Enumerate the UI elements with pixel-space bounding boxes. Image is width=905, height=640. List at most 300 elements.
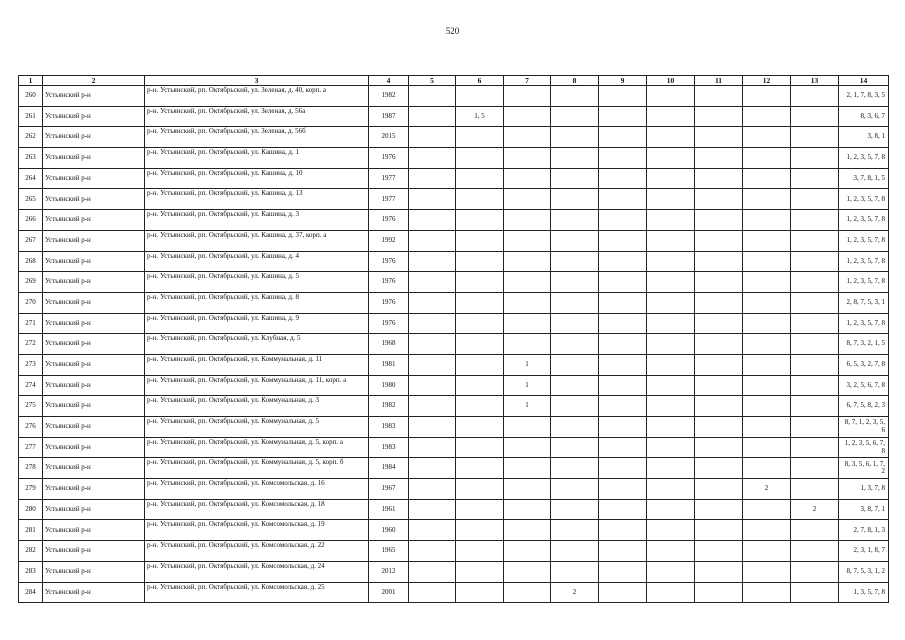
col7-cell xyxy=(504,417,551,438)
col5-cell xyxy=(409,582,456,603)
col7-cell xyxy=(504,272,551,293)
col14-cell: 1, 2, 3, 5, 7, 8 xyxy=(839,230,889,251)
year-cell: 1961 xyxy=(369,499,409,520)
address-cell: р-н. Устьянский, рп. Октябрьский, ул. Комсомольская, д. 19 xyxy=(145,520,369,541)
col8-cell xyxy=(551,106,599,127)
district-cell: Устьянский р-н xyxy=(43,148,145,169)
table-row xyxy=(19,417,889,438)
table-row xyxy=(19,251,889,272)
col10-cell xyxy=(647,106,695,127)
col6-cell xyxy=(456,292,504,313)
col9-cell xyxy=(599,417,647,438)
table-row xyxy=(19,127,889,148)
year-cell: 2001 xyxy=(369,582,409,603)
address-cell: р-н. Устьянский, рп. Октябрьский, ул. Кашина, д. 8 xyxy=(145,292,369,313)
col11-cell xyxy=(695,127,743,148)
col11-cell xyxy=(695,417,743,438)
col11-cell xyxy=(695,375,743,396)
district-cell: Устьянский р-н xyxy=(43,230,145,251)
col8-cell xyxy=(551,541,599,562)
col14-cell: 1, 2, 3, 5, 6, 7, 8 xyxy=(839,437,889,458)
year-cell: 1976 xyxy=(369,210,409,231)
col13-cell xyxy=(791,541,839,562)
col9-cell xyxy=(599,127,647,148)
col14-cell: 1, 2, 3, 5, 7, 8 xyxy=(839,189,889,210)
col13-cell xyxy=(791,86,839,107)
table-row xyxy=(19,313,889,334)
col5-cell xyxy=(409,106,456,127)
col10-cell xyxy=(647,168,695,189)
col13-cell xyxy=(791,210,839,231)
col6-cell xyxy=(456,375,504,396)
col5-cell xyxy=(409,189,456,210)
col13-cell xyxy=(791,189,839,210)
col14-cell: 1, 2, 3, 5, 7, 8 xyxy=(839,148,889,169)
col11-cell xyxy=(695,334,743,355)
col12-cell xyxy=(743,272,791,293)
row-number-cell: 273 xyxy=(19,354,43,375)
col5-cell xyxy=(409,272,456,293)
row-number-cell: 277 xyxy=(19,437,43,458)
col8-cell xyxy=(551,499,599,520)
col5-cell xyxy=(409,479,456,500)
district-cell: Устьянский р-н xyxy=(43,334,145,355)
col8-cell xyxy=(551,251,599,272)
col14-cell: 2, 3, 1, 8, 7 xyxy=(839,541,889,562)
col12-cell xyxy=(743,582,791,603)
column-header: 12 xyxy=(743,76,791,86)
year-cell: 1992 xyxy=(369,230,409,251)
col7-cell xyxy=(504,582,551,603)
col8-cell xyxy=(551,272,599,293)
col12-cell xyxy=(743,210,791,231)
row-number-cell: 267 xyxy=(19,230,43,251)
col6-cell xyxy=(456,582,504,603)
address-cell: р-н. Устьянский, рп. Октябрьский, ул. Кашина, д. 4 xyxy=(145,251,369,272)
row-number-cell: 266 xyxy=(19,210,43,231)
col7-cell xyxy=(504,437,551,458)
col10-cell xyxy=(647,230,695,251)
col11-cell xyxy=(695,292,743,313)
address-cell: р-н. Устьянский, рп. Октябрьский, ул. Зеленая, д. 40, корп. а xyxy=(145,86,369,107)
col14-cell: 3, 8, 1 xyxy=(839,127,889,148)
col10-cell xyxy=(647,479,695,500)
year-cell: 1967 xyxy=(369,479,409,500)
row-number-cell: 270 xyxy=(19,292,43,313)
col14-cell: 3, 7, 8, 1, 5 xyxy=(839,168,889,189)
address-cell: р-н. Устьянский, рп. Октябрьский, ул. Кашина, д. 9 xyxy=(145,313,369,334)
district-cell: Устьянский р-н xyxy=(43,251,145,272)
table-row xyxy=(19,189,889,210)
col7-cell xyxy=(504,458,551,479)
col12-cell: 2 xyxy=(743,479,791,500)
col6-cell xyxy=(456,520,504,541)
row-number-cell: 280 xyxy=(19,499,43,520)
row-number-cell: 262 xyxy=(19,127,43,148)
col13-cell xyxy=(791,251,839,272)
col13-cell xyxy=(791,354,839,375)
col14-cell: 2, 7, 8, 1, 3 xyxy=(839,520,889,541)
col8-cell xyxy=(551,561,599,582)
col10-cell xyxy=(647,148,695,169)
col14-cell: 6, 7, 5, 8, 2, 3 xyxy=(839,396,889,417)
table-row xyxy=(19,479,889,500)
col11-cell xyxy=(695,313,743,334)
year-cell: 1976 xyxy=(369,148,409,169)
year-cell: 1977 xyxy=(369,168,409,189)
col9-cell xyxy=(599,458,647,479)
col12-cell xyxy=(743,334,791,355)
col5-cell xyxy=(409,561,456,582)
col11-cell xyxy=(695,272,743,293)
col8-cell xyxy=(551,334,599,355)
col8-cell xyxy=(551,210,599,231)
col7-cell xyxy=(504,313,551,334)
col14-cell: 8, 3, 5, 6, 1, 7, 2 xyxy=(839,458,889,479)
col8-cell: 2 xyxy=(551,582,599,603)
col8-cell xyxy=(551,148,599,169)
district-cell: Устьянский р-н xyxy=(43,292,145,313)
column-header: 5 xyxy=(409,76,456,86)
col12-cell xyxy=(743,106,791,127)
row-number-cell: 276 xyxy=(19,417,43,438)
table-row xyxy=(19,375,889,396)
col14-cell: 8, 7, 3, 2, 1, 5 xyxy=(839,334,889,355)
col6-cell xyxy=(456,561,504,582)
col6-cell: 1, 5 xyxy=(456,106,504,127)
col9-cell xyxy=(599,582,647,603)
table-row xyxy=(19,272,889,293)
col6-cell xyxy=(456,148,504,169)
row-number-cell: 260 xyxy=(19,86,43,107)
district-cell: Устьянский р-н xyxy=(43,520,145,541)
col6-cell xyxy=(456,272,504,293)
col12-cell xyxy=(743,230,791,251)
col11-cell xyxy=(695,230,743,251)
col8-cell xyxy=(551,396,599,417)
col8-cell xyxy=(551,127,599,148)
col8-cell xyxy=(551,437,599,458)
col10-cell xyxy=(647,582,695,603)
col14-cell: 3, 2, 5, 6, 7, 8 xyxy=(839,375,889,396)
col9-cell xyxy=(599,272,647,293)
col8-cell xyxy=(551,520,599,541)
col8-cell xyxy=(551,168,599,189)
col13-cell xyxy=(791,582,839,603)
table-row xyxy=(19,396,889,417)
col8-cell xyxy=(551,292,599,313)
row-number-cell: 272 xyxy=(19,334,43,355)
district-cell: Устьянский р-н xyxy=(43,106,145,127)
col12-cell xyxy=(743,437,791,458)
district-cell: Устьянский р-н xyxy=(43,189,145,210)
table-row xyxy=(19,292,889,313)
col10-cell xyxy=(647,127,695,148)
col14-cell: 1, 2, 3, 5, 7, 8 xyxy=(839,313,889,334)
col5-cell xyxy=(409,375,456,396)
column-header: 2 xyxy=(43,76,145,86)
column-header: 7 xyxy=(504,76,551,86)
col12-cell xyxy=(743,168,791,189)
col6-cell xyxy=(456,479,504,500)
col6-cell xyxy=(456,334,504,355)
row-number-cell: 278 xyxy=(19,458,43,479)
col7-cell xyxy=(504,168,551,189)
table-row xyxy=(19,86,889,107)
address-cell: р-н. Устьянский, рп. Октябрьский, ул. Кашина, д. 5 xyxy=(145,272,369,293)
col14-cell: 1, 3, 5, 7, 8 xyxy=(839,582,889,603)
col10-cell xyxy=(647,396,695,417)
year-cell: 1984 xyxy=(369,458,409,479)
col13-cell xyxy=(791,375,839,396)
col11-cell xyxy=(695,168,743,189)
col5-cell xyxy=(409,458,456,479)
table-row xyxy=(19,354,889,375)
col12-cell xyxy=(743,458,791,479)
col5-cell xyxy=(409,541,456,562)
row-number-cell: 274 xyxy=(19,375,43,396)
col10-cell xyxy=(647,520,695,541)
col5-cell xyxy=(409,334,456,355)
col12-cell xyxy=(743,148,791,169)
district-cell: Устьянский р-н xyxy=(43,168,145,189)
col13-cell xyxy=(791,168,839,189)
col9-cell xyxy=(599,189,647,210)
year-cell: 1983 xyxy=(369,417,409,438)
year-cell: 1976 xyxy=(369,251,409,272)
col9-cell xyxy=(599,541,647,562)
col8-cell xyxy=(551,230,599,251)
address-cell: р-н. Устьянский, рп. Октябрьский, ул. Кашина, д. 13 xyxy=(145,189,369,210)
col14-cell: 8, 7, 1, 2, 3, 5, 6 xyxy=(839,417,889,438)
col12-cell xyxy=(743,499,791,520)
table-row xyxy=(19,168,889,189)
col13-cell xyxy=(791,148,839,169)
col6-cell xyxy=(456,499,504,520)
col10-cell xyxy=(647,272,695,293)
col11-cell xyxy=(695,148,743,169)
col9-cell xyxy=(599,479,647,500)
col12-cell xyxy=(743,292,791,313)
col10-cell xyxy=(647,417,695,438)
row-number-cell: 282 xyxy=(19,541,43,562)
table-row xyxy=(19,541,889,562)
col11-cell xyxy=(695,479,743,500)
table-row xyxy=(19,582,889,603)
col12-cell xyxy=(743,375,791,396)
district-cell: Устьянский р-н xyxy=(43,541,145,562)
col5-cell xyxy=(409,251,456,272)
col12-cell xyxy=(743,417,791,438)
col5-cell xyxy=(409,437,456,458)
address-cell: р-н. Устьянский, рп. Октябрьский, ул. Комсомольская, д. 25 xyxy=(145,582,369,603)
col12-cell xyxy=(743,396,791,417)
col8-cell xyxy=(551,354,599,375)
col9-cell xyxy=(599,375,647,396)
district-cell: Устьянский р-н xyxy=(43,561,145,582)
year-cell: 1976 xyxy=(369,313,409,334)
table-body xyxy=(19,86,889,603)
col10-cell xyxy=(647,354,695,375)
col9-cell xyxy=(599,520,647,541)
col10-cell xyxy=(647,375,695,396)
col6-cell xyxy=(456,230,504,251)
col13-cell xyxy=(791,396,839,417)
col11-cell xyxy=(695,396,743,417)
col14-cell: 1, 3, 7, 8 xyxy=(839,479,889,500)
col12-cell xyxy=(743,313,791,334)
col14-cell: 2, 8, 7, 5, 3, 1 xyxy=(839,292,889,313)
year-cell: 1976 xyxy=(369,272,409,293)
col6-cell xyxy=(456,210,504,231)
col9-cell xyxy=(599,499,647,520)
col13-cell xyxy=(791,334,839,355)
col14-cell: 6, 5, 3, 2, 7, 8 xyxy=(839,354,889,375)
row-number-cell: 261 xyxy=(19,106,43,127)
page-number: 520 xyxy=(445,26,460,36)
col8-cell xyxy=(551,375,599,396)
col6-cell xyxy=(456,86,504,107)
address-cell: р-н. Устьянский, рп. Октябрьский, ул. Комсомольская, д. 18 xyxy=(145,499,369,520)
column-header: 10 xyxy=(647,76,695,86)
table-row xyxy=(19,106,889,127)
col5-cell xyxy=(409,417,456,438)
column-header: 13 xyxy=(791,76,839,86)
address-cell: р-н. Устьянский, рп. Октябрьский, ул. Кашина, д. 10 xyxy=(145,168,369,189)
col5-cell xyxy=(409,127,456,148)
col11-cell xyxy=(695,437,743,458)
district-cell: Устьянский р-н xyxy=(43,127,145,148)
district-cell: Устьянский р-н xyxy=(43,437,145,458)
col9-cell xyxy=(599,292,647,313)
col5-cell xyxy=(409,230,456,251)
row-number-cell: 275 xyxy=(19,396,43,417)
address-cell: р-н. Устьянский, рп. Октябрьский, ул. Коммунальная, д. 5, корп. б xyxy=(145,458,369,479)
column-header: 4 xyxy=(369,76,409,86)
col11-cell xyxy=(695,458,743,479)
col9-cell xyxy=(599,334,647,355)
col12-cell xyxy=(743,541,791,562)
col9-cell xyxy=(599,106,647,127)
housing-table xyxy=(18,75,889,603)
col14-cell: 8, 3, 6, 7 xyxy=(839,106,889,127)
row-number-cell: 264 xyxy=(19,168,43,189)
table-row xyxy=(19,210,889,231)
address-cell: р-н. Устьянский, рп. Октябрьский, ул. Клубная, д. 5 xyxy=(145,334,369,355)
col14-cell: 1, 2, 3, 5, 7, 8 xyxy=(839,272,889,293)
col5-cell xyxy=(409,520,456,541)
col9-cell xyxy=(599,230,647,251)
col11-cell xyxy=(695,561,743,582)
col14-cell: 2, 1, 7, 8, 3, 5 xyxy=(839,86,889,107)
col13-cell xyxy=(791,479,839,500)
col11-cell xyxy=(695,106,743,127)
col11-cell xyxy=(695,520,743,541)
col9-cell xyxy=(599,354,647,375)
col9-cell xyxy=(599,251,647,272)
col10-cell xyxy=(647,251,695,272)
col5-cell xyxy=(409,210,456,231)
district-cell: Устьянский р-н xyxy=(43,375,145,396)
col9-cell xyxy=(599,437,647,458)
col7-cell xyxy=(504,334,551,355)
col7-cell xyxy=(504,86,551,107)
col7-cell xyxy=(504,499,551,520)
address-cell: р-н. Устьянский, рп. Октябрьский, ул. Коммунальная, д. 11 xyxy=(145,354,369,375)
district-cell: Устьянский р-н xyxy=(43,458,145,479)
col6-cell xyxy=(456,458,504,479)
col7-cell xyxy=(504,561,551,582)
col10-cell xyxy=(647,313,695,334)
col5-cell xyxy=(409,86,456,107)
address-cell: р-н. Устьянский, рп. Октябрьский, ул. Кашина, д. 3 xyxy=(145,210,369,231)
col13-cell xyxy=(791,106,839,127)
district-cell: Устьянский р-н xyxy=(43,210,145,231)
col13-cell xyxy=(791,127,839,148)
year-cell: 1965 xyxy=(369,541,409,562)
col10-cell xyxy=(647,210,695,231)
col8-cell xyxy=(551,479,599,500)
col14-cell: 1, 2, 3, 5, 7, 8 xyxy=(839,210,889,231)
column-header: 9 xyxy=(599,76,647,86)
col13-cell xyxy=(791,417,839,438)
district-cell: Устьянский р-н xyxy=(43,582,145,603)
column-header: 14 xyxy=(839,76,889,86)
col10-cell xyxy=(647,458,695,479)
table-row xyxy=(19,148,889,169)
col5-cell xyxy=(409,148,456,169)
year-cell: 1976 xyxy=(369,292,409,313)
year-cell: 1980 xyxy=(369,375,409,396)
col7-cell xyxy=(504,541,551,562)
col6-cell xyxy=(456,417,504,438)
col10-cell xyxy=(647,561,695,582)
row-number-cell: 265 xyxy=(19,189,43,210)
row-number-cell: 283 xyxy=(19,561,43,582)
col7-cell xyxy=(504,148,551,169)
col6-cell xyxy=(456,313,504,334)
col8-cell xyxy=(551,458,599,479)
column-header: 1 xyxy=(19,76,43,86)
col9-cell xyxy=(599,210,647,231)
col13-cell xyxy=(791,272,839,293)
year-cell: 1977 xyxy=(369,189,409,210)
col7-cell xyxy=(504,210,551,231)
col10-cell xyxy=(647,499,695,520)
district-cell: Устьянский р-н xyxy=(43,479,145,500)
col8-cell xyxy=(551,86,599,107)
col7-cell xyxy=(504,189,551,210)
col13-cell xyxy=(791,520,839,541)
address-cell: р-н. Устьянский, рп. Октябрьский, ул. Комсомольская, д. 22 xyxy=(145,541,369,562)
district-cell: Устьянский р-н xyxy=(43,417,145,438)
col12-cell xyxy=(743,251,791,272)
table-row xyxy=(19,437,889,458)
district-cell: Устьянский р-н xyxy=(43,499,145,520)
col10-cell xyxy=(647,189,695,210)
col6-cell xyxy=(456,541,504,562)
col12-cell xyxy=(743,127,791,148)
row-number-cell: 263 xyxy=(19,148,43,169)
address-cell: р-н. Устьянский, рп. Октябрьский, ул. Зеленая, д. 56б xyxy=(145,127,369,148)
col9-cell xyxy=(599,148,647,169)
col14-cell: 3, 8, 7, 1 xyxy=(839,499,889,520)
col13-cell xyxy=(791,292,839,313)
year-cell: 1983 xyxy=(369,437,409,458)
district-cell: Устьянский р-н xyxy=(43,86,145,107)
col9-cell xyxy=(599,86,647,107)
district-cell: Устьянский р-н xyxy=(43,354,145,375)
